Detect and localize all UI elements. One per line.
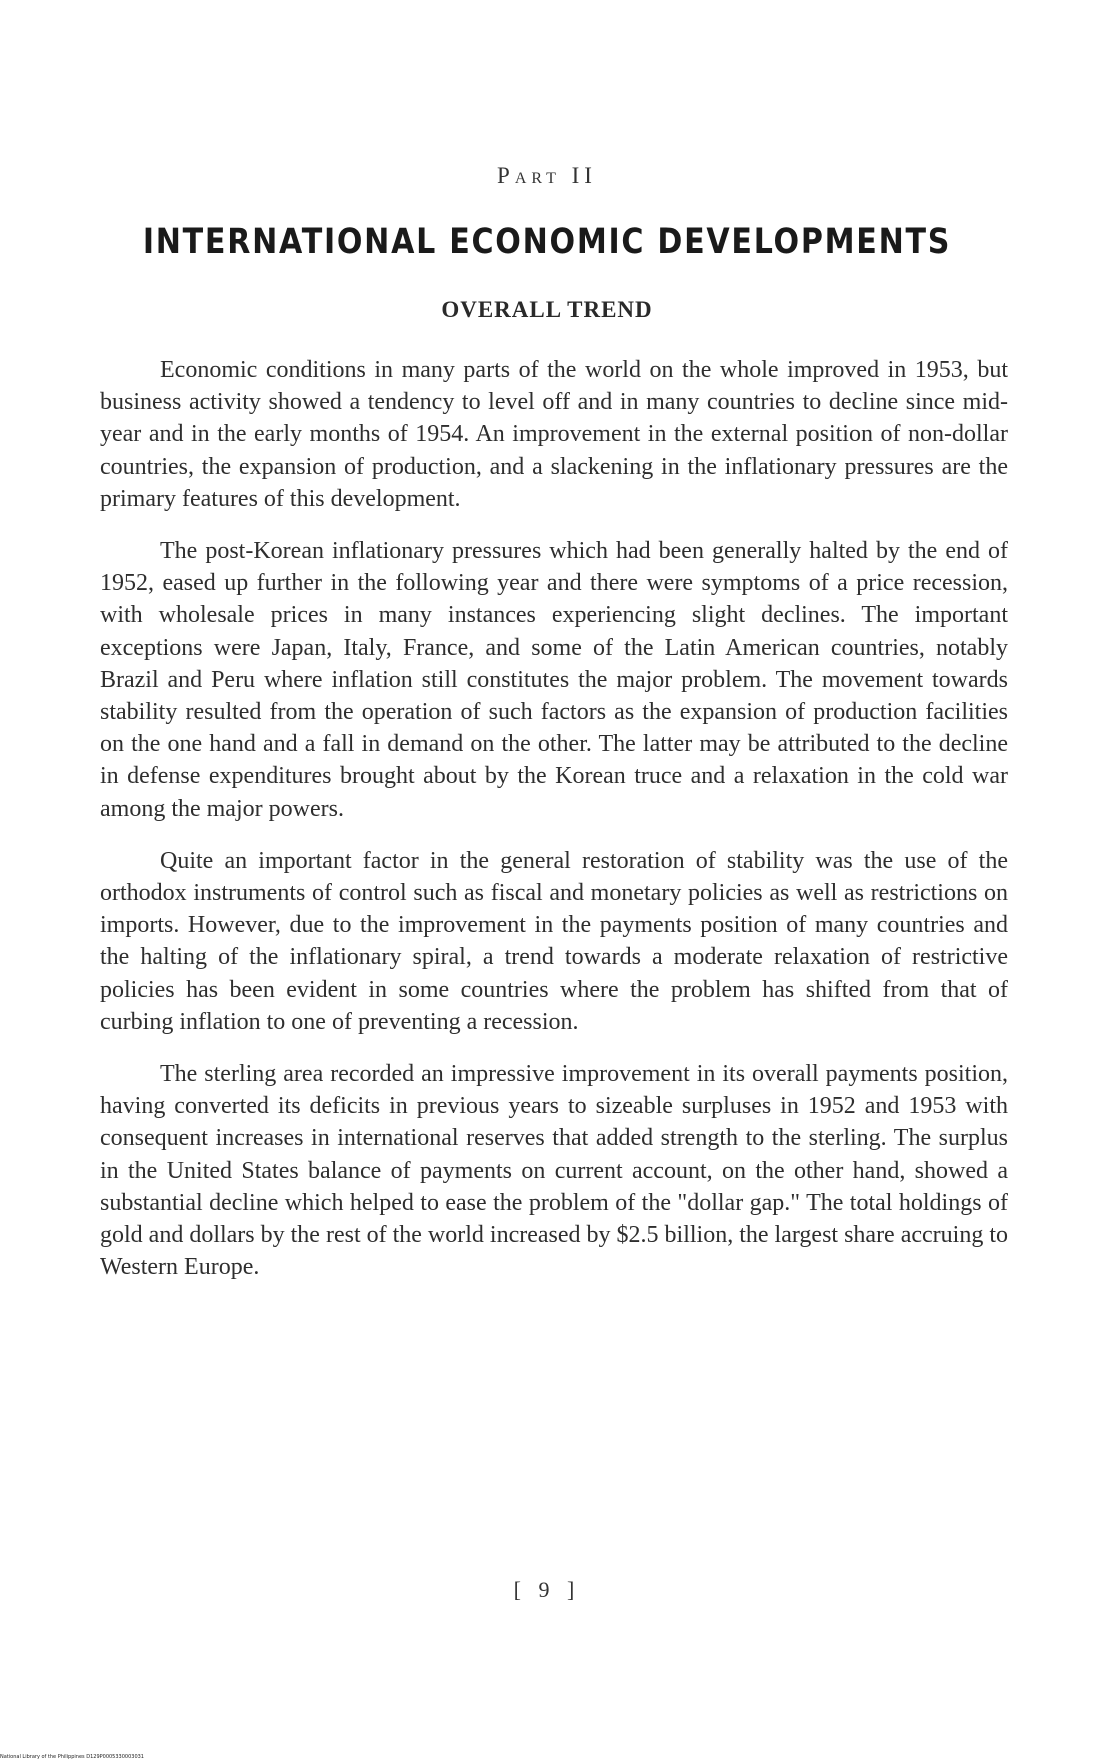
body-text — [100, 354, 1008, 1303]
paragraph-2: The post-Korean inflationary pressures which had been generally halted by the end of 1952, eased up further in the following year and there were symptoms of a price recession, with wholesale prices in many instances experiencing slight declines. The important exceptions were Japan, Italy, France, and some of the Latin American countries, notably Brazil and Peru where inflation still constitutes the major problem. The movement towards stability resulted from the operation of such factors as the expansion of production facilities on the one hand and a fall in demand on the other. The latter may be attributed to the decline in defense expenditures brought about by the Korean truce and a relaxation in the cold war among the major powers. — [100, 538, 1008, 822]
paragraph-3: Quite an important factor in the general restoration of stability was the use of the orthodox instruments of control such as fiscal and monetary policies as well as restrictions on imports. However, due to the improvement in the payments position of many countries and the halting of the inflationary spiral, a trend towards a moderate relaxation of restrictive policies has been evident in some countries where the problem has shifted from that of curbing inflation to one of preventing a recession. — [100, 847, 1008, 1035]
part-label: Part II — [497, 163, 597, 188]
paragraph-1: Economic conditions in many parts of the world on the whole improved in 1953, but business activity showed a tendency to level off and in many countries to decline since mid-year and in the early months of 1954. An improvement in the external position of non-dollar countries, the expansion of production, and a slackening in the inflationary pressures are the primary features of this development. — [100, 357, 1008, 512]
page-title: INTERNATIONAL ECONOMIC DEVELOPMENTS — [142, 222, 952, 262]
library-tag: National Library of the Philippines D129P0005330003031 — [0, 1754, 144, 1760]
paragraph-4: The sterling area recorded an impressive improvement in its overall payments position, having converted its deficits in previous years to sizeable surpluses in 1952 and 1953 with consequent increases in international reserves that added strength to the sterling. The surplus in the United States balance of payments on current account, on the other hand, showed a substantial decline which helped to ease the problem of the "dollar gap." The total holdings of gold and dollars by the rest of the world increased by $2.5 billion, the largest share accruing to Western Europe. — [100, 1061, 1008, 1281]
page-number: [ 9 ] — [513, 1577, 581, 1602]
section-title: OVERALL TREND — [441, 297, 653, 322]
